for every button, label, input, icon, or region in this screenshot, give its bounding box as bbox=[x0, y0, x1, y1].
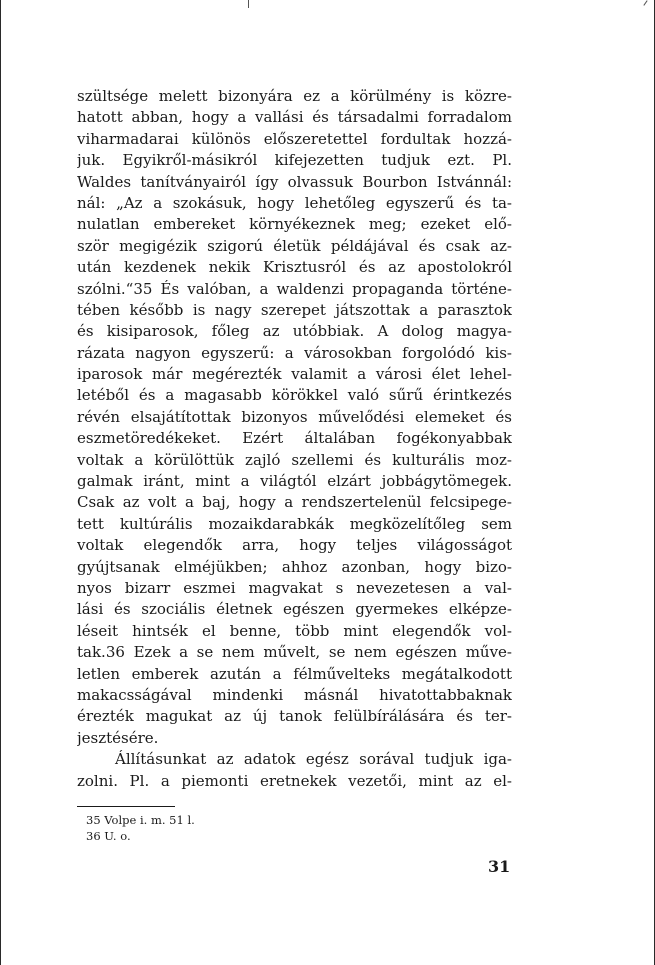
page-number: 31 bbox=[488, 857, 511, 876]
footnotes bbox=[86, 812, 386, 844]
text-line: Csak az volt a baj, hogy a rendszertelenül felcsipege- bbox=[77, 493, 512, 512]
text-line: voltak a körülöttük zajló szellemi és kulturális moz- bbox=[77, 450, 512, 469]
text-line: után kezdenek nekik Krisztusról és az apostolokról bbox=[77, 258, 512, 277]
text-line: makacsságával mindenki másnál hivatottabbaknak bbox=[77, 685, 512, 704]
text-line: letlen emberek azután a félművelteks megátalkodott bbox=[77, 664, 512, 683]
text-line: nyos bizarr eszmei magvakat s nevezetesen a val- bbox=[77, 578, 512, 597]
text-line: gyújtsanak elméjükben; ahhoz azonban, hogy bizo- bbox=[77, 557, 512, 576]
text-line: juk. Egyikről-másikról kifejezetten tudjuk ezt. Pl. bbox=[77, 151, 512, 170]
body-text bbox=[77, 86, 512, 792]
text-line: zolni. Pl. a piemonti eretnekek vezetői, mint az el- bbox=[77, 771, 512, 790]
paragraph-start-line: Állításunkat az adatok egész sorával tudjuk iga- bbox=[115, 750, 512, 769]
text-line: Waldes tanítványairól így olvassuk Bourbon Istvánnál: bbox=[77, 172, 512, 191]
footnote-35: 35 Volpe i. m. 51 l. bbox=[86, 813, 195, 827]
paragraph-end-line: jesztésére. bbox=[77, 728, 159, 747]
text-line: érezték magukat az új tanok felülbírálására és ter- bbox=[77, 707, 512, 726]
text-line: eszmetöredékeket. Ezért általában fogékonyabbak bbox=[77, 429, 512, 448]
text-line: letéből és a magasabb körökkel való sűrű érintkezés bbox=[77, 386, 512, 405]
text-line: hatott abban, hogy a vallási és társadalmi forradalom bbox=[77, 108, 512, 127]
text-line: lási és szociális életnek egészen gyermekes elképze- bbox=[77, 600, 512, 619]
text-line: ször megigézik szigorú életük példájával és csak az- bbox=[77, 236, 512, 255]
text-line: tett kultúrális mozaikdarabkák megközelítőleg sem bbox=[77, 514, 512, 533]
text-line: rázata nagyon egyszerű: a városokban forgolódó kis- bbox=[77, 343, 512, 362]
text-line: galmak iránt, mint a világtól elzárt jobbágytömegek. bbox=[77, 472, 512, 491]
text-line: iparosok már megérezték valamit a városi élet lehel- bbox=[77, 365, 512, 384]
text-line: tak.36 Ezek a se nem művelt, se nem egészen műve- bbox=[77, 643, 512, 662]
scan-mark bbox=[248, 0, 249, 8]
text-line: révén elsajátítottak bizonyos művelődési elemeket és bbox=[77, 407, 512, 426]
text-line: viharmadarai különös előszeretettel fordultak hozzá- bbox=[77, 129, 512, 148]
text-line: nál: „Az a szokásuk, hogy lehetőleg egyszerű és ta- bbox=[77, 193, 512, 212]
text-line: nulatlan embereket környékeznek meg; ezeket elő- bbox=[77, 215, 512, 234]
text-line: voltak elegendők arra, hogy teljes világosságot bbox=[77, 536, 512, 555]
text-line: szültsége melett bizonyára ez a körülmény is közre- bbox=[77, 87, 512, 105]
text-line: tében később is nagy szerepet játszottak a parasztok bbox=[77, 300, 512, 319]
text-line: és kisiparosok, főleg az utóbbiak. A dolog magya- bbox=[77, 322, 512, 341]
text-line: léseit hintsék el benne, több mint elegendők vol- bbox=[77, 621, 512, 640]
footnote-36: 36 U. o. bbox=[86, 829, 131, 843]
text-line: szólni.“35 És valóban, a waldenzi propaganda történe- bbox=[77, 279, 512, 298]
footnote-rule bbox=[77, 806, 175, 807]
